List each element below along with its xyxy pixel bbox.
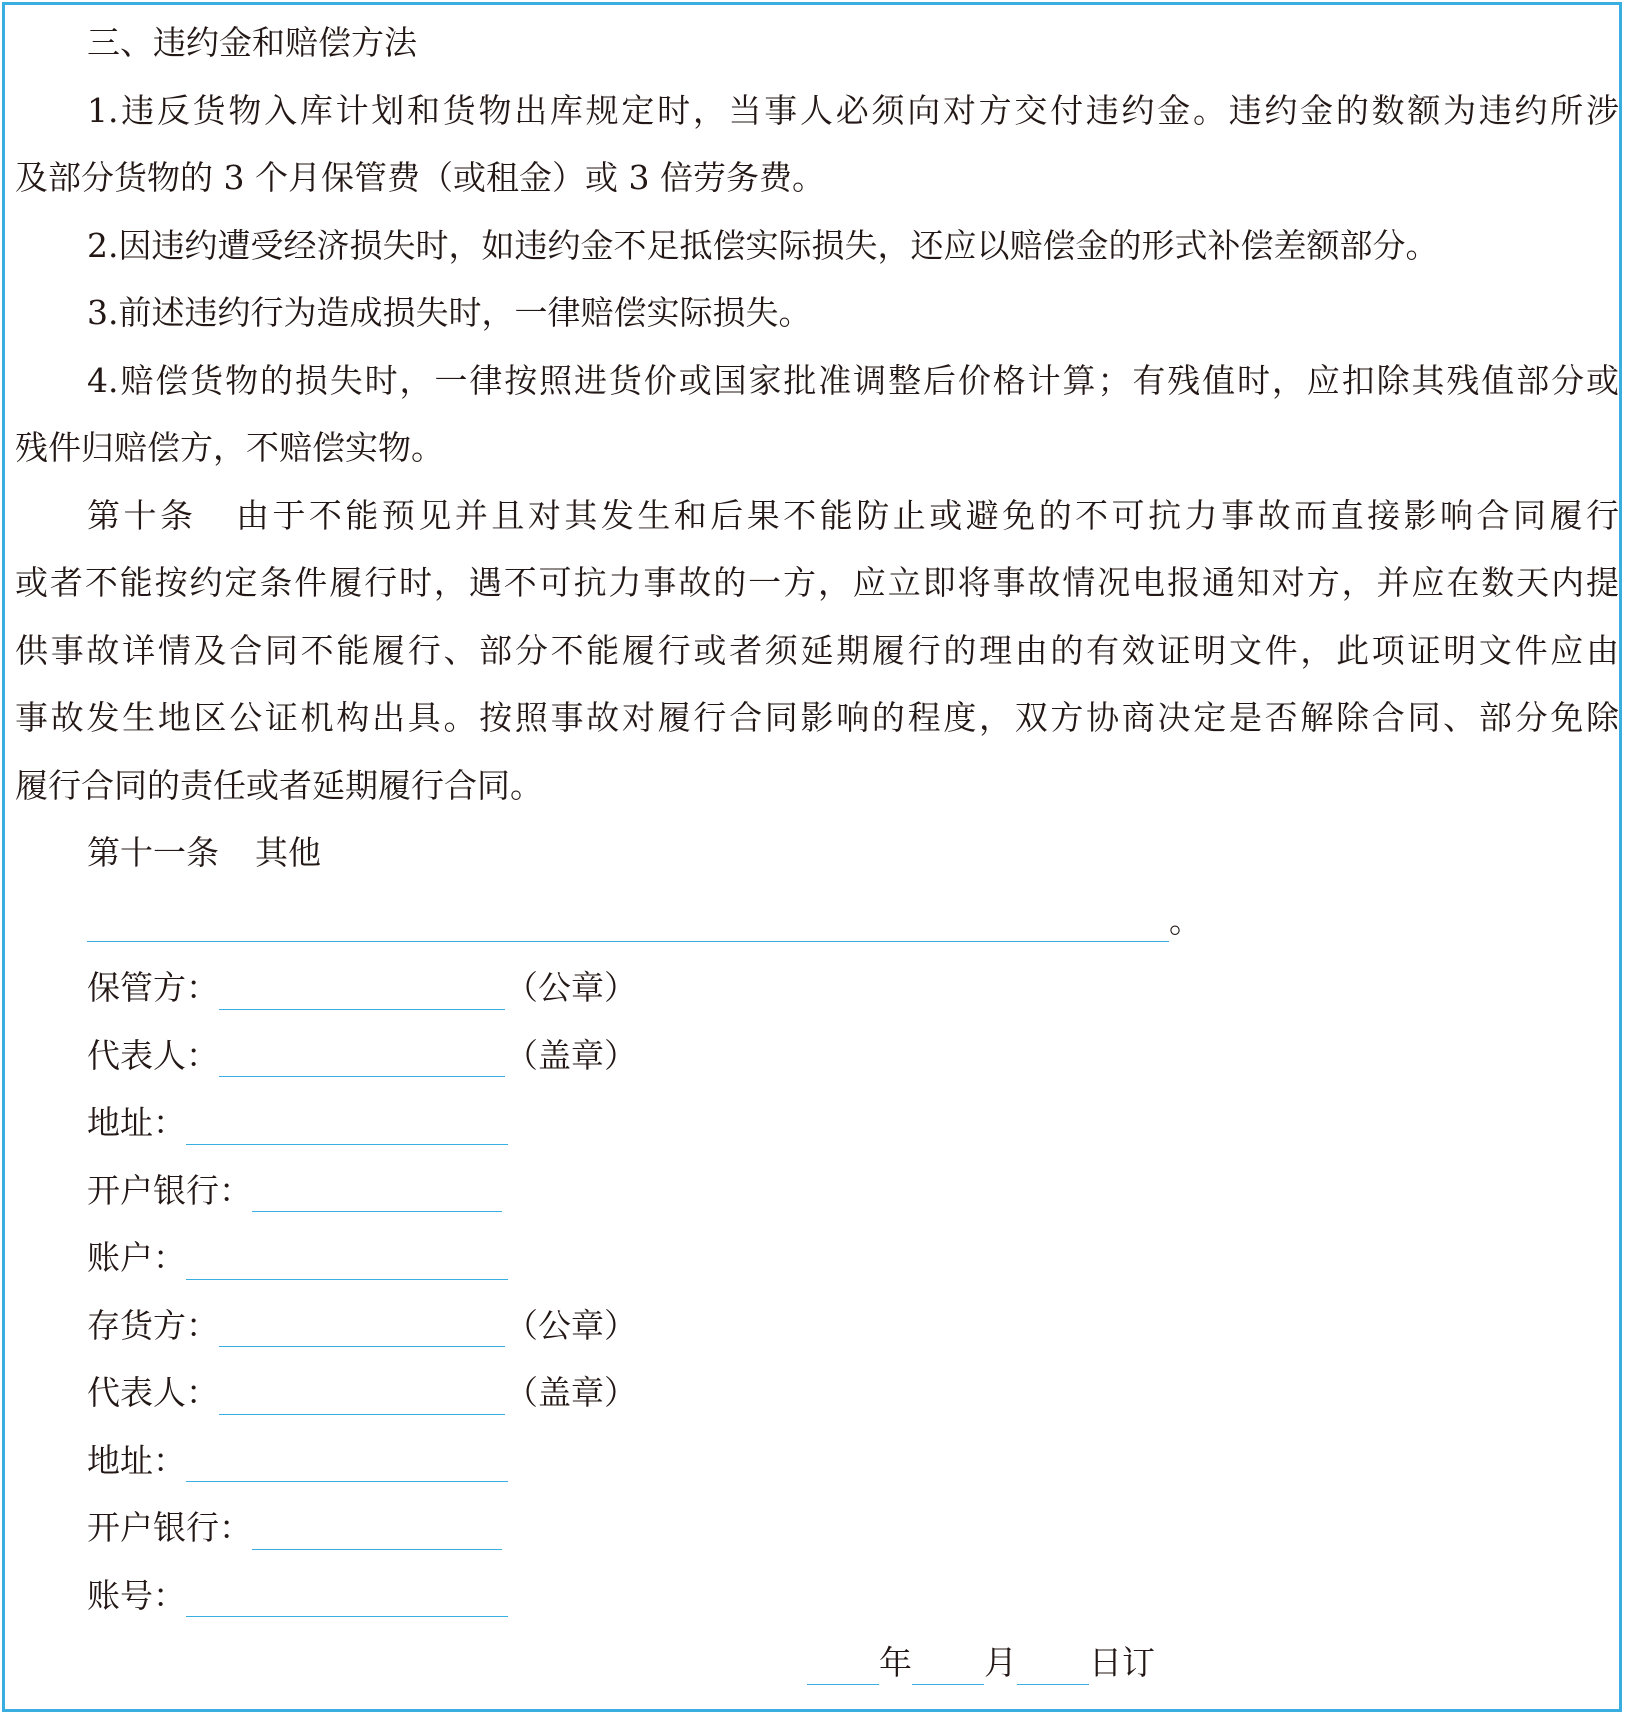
article-10-line-1 [15, 482, 1619, 550]
article-11-blank-row [15, 887, 1619, 955]
article-10-heading: 第十条 [87, 495, 197, 535]
year-blank[interactable] [807, 1638, 879, 1685]
depositor-party-note: （公章） [505, 1305, 637, 1345]
custodian-bank-row [15, 1157, 1619, 1225]
custodian-rep-row [15, 1022, 1619, 1090]
article-10-line-4: 事故发生地区公证机构出具。按照事故对履行合同影响的程度，双方协商决定是否解除合同、部分免除 [15, 698, 1619, 737]
depositor-bank-row [15, 1494, 1619, 1562]
signing-date-row [15, 1629, 1619, 1697]
day-label: 日订 [1089, 1643, 1155, 1682]
depositor-address-blank[interactable] [186, 1435, 508, 1482]
document-body [15, 9, 1619, 1697]
document-frame [2, 2, 1622, 1712]
custodian-rep-label: 代表人： [87, 1035, 219, 1075]
depositor-bank-blank[interactable] [252, 1503, 502, 1550]
depositor-party-row [15, 1292, 1619, 1360]
article-10-text-1: 由于不能预见并且对其发生和后果不能防止或避免的不可抗力事故而直接影响合同履行 [232, 495, 1620, 535]
month-label: 月 [984, 1643, 1017, 1682]
day-blank[interactable] [1017, 1638, 1089, 1685]
item-1-line-1: 1.违反货物入库计划和货物出库规定时，当事人必须向对方交付违约金。违约金的数额为违约所涉 [87, 90, 1619, 130]
custodian-account-blank[interactable] [186, 1233, 508, 1280]
depositor-rep-row [15, 1359, 1619, 1427]
item-3: 3.前述违约行为造成损失时，一律赔偿实际损失。 [87, 293, 812, 332]
item-4-line-2: 残件归赔偿方，不赔偿实物。 [15, 428, 444, 467]
depositor-bank-label: 开户银行： [87, 1508, 252, 1547]
depositor-party-label: 存货方： [87, 1305, 219, 1345]
custodian-account-label: 账户： [87, 1238, 186, 1277]
custodian-party-note: （公章） [505, 968, 637, 1007]
custodian-party-label: 保管方： [87, 968, 219, 1007]
article-11-heading: 第十一条 [87, 833, 219, 872]
item-4-line-1: 4.赔偿货物的损失时，一律按照进货价或国家批准调整后价格计算；有残值时，应扣除其残值部分或 [87, 360, 1619, 400]
depositor-account-blank[interactable] [186, 1570, 508, 1617]
depositor-address-row [15, 1427, 1619, 1495]
year-label: 年 [879, 1643, 912, 1682]
custodian-party-row [15, 954, 1619, 1022]
article-11-title: 其他 [255, 833, 321, 872]
custodian-rep-blank[interactable] [219, 1030, 505, 1077]
depositor-account-row [15, 1562, 1619, 1630]
custodian-address-label: 地址： [87, 1103, 186, 1142]
item-2: 2.因违约遭受经济损失时，如违约金不足抵偿实际损失，还应以赔偿金的形式补偿差额部分。 [87, 225, 1439, 265]
article-10-line-3: 供事故详情及合同不能履行、部分不能履行或者须延期履行的理由的有效证明文件，此项证明文件应由 [15, 630, 1619, 670]
month-blank[interactable] [912, 1638, 984, 1685]
article-10-line-5: 履行合同的责任或者延期履行合同。 [15, 765, 543, 805]
depositor-account-label: 账号： [87, 1575, 186, 1615]
depositor-address-label: 地址： [87, 1440, 186, 1480]
custodian-bank-label: 开户银行： [87, 1170, 252, 1210]
depositor-party-blank[interactable] [219, 1300, 505, 1347]
depositor-rep-label: 代表人： [87, 1373, 219, 1412]
depositor-rep-blank[interactable] [219, 1368, 505, 1415]
item-1-line-2: 及部分货物的 3 个月保管费（或租金）或 3 倍劳务费。 [15, 158, 825, 197]
custodian-rep-note: （盖章） [505, 1035, 637, 1075]
other-terms-blank[interactable] [87, 895, 1169, 942]
section-title: 三、违约金和赔偿方法 [87, 23, 417, 62]
other-terms-end-mark: 。 [1169, 900, 1202, 940]
depositor-rep-note: （盖章） [505, 1373, 637, 1412]
article-11-heading-row [15, 819, 1619, 887]
article-10-line-2: 或者不能按约定条件履行时，遇不可抗力事故的一方，应立即将事故情况电报通知对方，并应在数天内提 [15, 563, 1619, 602]
custodian-account-row [15, 1224, 1619, 1292]
custodian-party-blank[interactable] [219, 963, 505, 1010]
custodian-address-row [15, 1089, 1619, 1157]
custodian-address-blank[interactable] [186, 1098, 508, 1145]
custodian-bank-blank[interactable] [252, 1165, 502, 1212]
